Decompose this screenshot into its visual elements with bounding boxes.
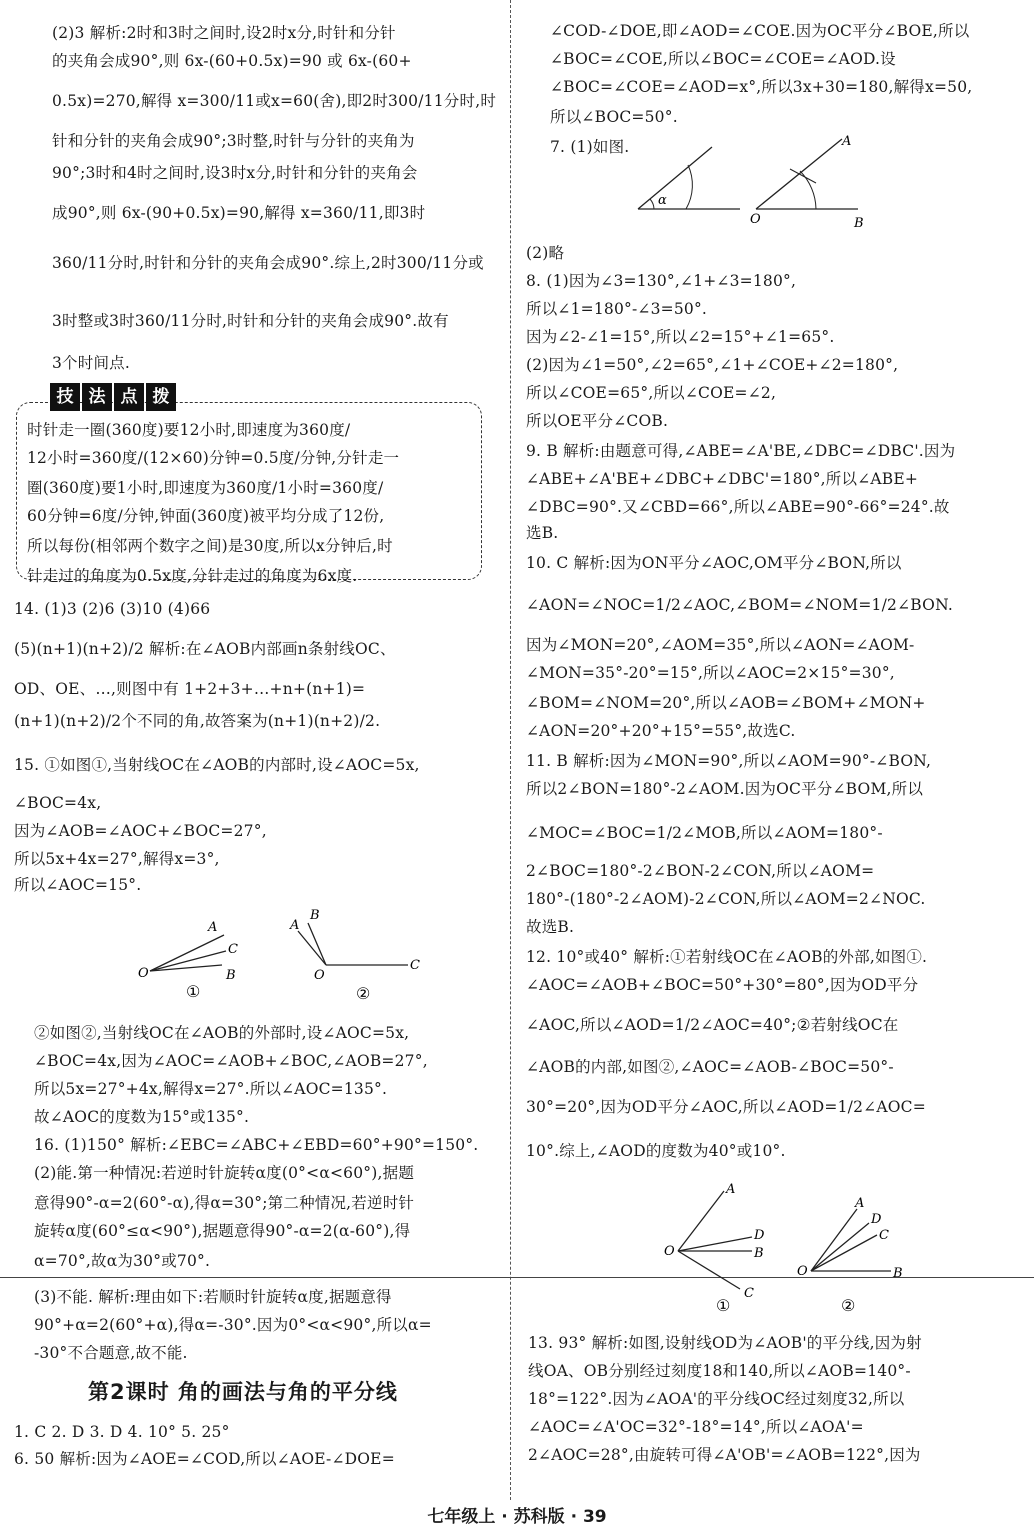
text-line: 9. B 解析:由题意可得,∠ABE=∠A'BE,∠DBC=∠DBC'.因为 bbox=[526, 442, 956, 460]
text-line: 时针走一圈(360度)要12小时,即速度为360度/ bbox=[27, 421, 351, 439]
text-line: 90°+α=2(60°+α),得α=-30°.因为0°<α<90°,所以α= bbox=[34, 1316, 432, 1334]
text-line: 圈(360度)要1小时,即速度为360度/1小时=360度/ bbox=[27, 479, 384, 497]
text-line: α=70°,故α为30°或70°. bbox=[34, 1252, 211, 1270]
text-line: ∠BOC=4x, bbox=[14, 794, 102, 812]
text-line: ∠ABE+∠A'BE+∠DBC+∠DBC'=180°,所以∠ABE+ bbox=[526, 470, 919, 488]
fig12-2-number: ② bbox=[841, 1296, 856, 1315]
text-line: 90°;3时和4时之间时,设3时x分,时针和分针的夹角会 bbox=[52, 164, 418, 182]
fig15-1-label-b: B bbox=[226, 968, 236, 983]
text-line: ∠AON=∠NOC=1/2∠AOC,∠BOM=∠NOM=1/2∠BON. bbox=[526, 596, 953, 614]
text-line: OD、OE、…,则图中有 1+2+3+…+n+(n+1)= bbox=[14, 680, 366, 698]
text-line: 的夹角会成90°,则 6x-(60+0.5x)=90 或 6x-(60+ bbox=[52, 52, 412, 70]
text-line: 12小时=360度/(12×60)分钟=0.5度/分钟,分针走一 bbox=[27, 449, 400, 467]
text-line: 因为∠AOB=∠AOC+∠BOC=27°, bbox=[14, 822, 267, 840]
fig15-1-label-c: C bbox=[228, 942, 238, 957]
fig12-2-label-c: C bbox=[879, 1228, 889, 1243]
text-line: (3)不能. 解析:理由如下:若顺时针旋转α度,据题意得 bbox=[34, 1288, 392, 1306]
text-line: 所以∠BOC=50°. bbox=[550, 108, 678, 126]
text-line: 所以∠COE=65°,所以∠COE=∠2, bbox=[526, 384, 777, 402]
text-line: 10°.综上,∠AOD的度数为40°或10°. bbox=[526, 1142, 786, 1160]
text-line: (2)因为∠1=50°,∠2=65°,∠1+∠COE+∠2=180°, bbox=[526, 356, 899, 374]
fig12-2-label-o: O bbox=[797, 1264, 808, 1279]
figure-12-2 bbox=[795, 1195, 925, 1315]
text-line: 3个时间点. bbox=[52, 354, 130, 372]
text-line: 14. (1)3 (2)6 (3)10 (4)66 bbox=[14, 600, 211, 618]
text-line: 8. (1)因为∠3=130°,∠1+∠3=180°, bbox=[526, 272, 797, 290]
text-line: 所以2∠BON=180°-2∠AOM.因为OC平分∠BOM,所以 bbox=[526, 780, 924, 798]
text-line: -30°不合题意,故不能. bbox=[34, 1344, 188, 1362]
figure-7 bbox=[630, 133, 880, 233]
text-line: 16. (1)150° 解析:∠EBC=∠ABC+∠EBD=60°+90°=150°. bbox=[34, 1136, 479, 1154]
page-number: 39 bbox=[582, 1507, 607, 1527]
text-line: ∠AON=20°+20°+15°=55°,故选C. bbox=[526, 722, 796, 740]
fig12-2-label-b: B bbox=[893, 1266, 903, 1281]
fig15-2-label-b: B bbox=[310, 908, 320, 923]
text-line: ∠AOC=∠AOB+∠BOC=50°+30°=80°,因为OD平分 bbox=[526, 976, 919, 994]
text-line: ∠COD-∠DOE,即∠AOD=∠COE.因为OC平分∠BOE,所以 bbox=[550, 22, 970, 40]
footer-grade: 七年级上 · 苏科版 · bbox=[427, 1507, 583, 1527]
text-line: 针和分针的夹角会成90°;3时整,时针与分针的夹角为 bbox=[52, 132, 415, 150]
tip-title-char: 拨 bbox=[146, 383, 176, 411]
text-line: 意得90°-α=2(60°-α),得α=30°;第二种情况,若逆时针 bbox=[34, 1194, 415, 1212]
figure-15-2 bbox=[280, 905, 430, 1005]
fig15-1-label-a: A bbox=[208, 920, 218, 935]
text-line: 所以∠1=180°-∠3=50°. bbox=[526, 300, 708, 318]
text-line: 0.5x)=270,解得 x=300/11或x=60(舍),即2时300/11分时,时 bbox=[52, 92, 497, 110]
fig12-1-label-b: B bbox=[754, 1246, 764, 1261]
text-line: 故选B. bbox=[526, 918, 575, 936]
text-line: 所以OE平分∠COB. bbox=[526, 412, 669, 430]
text-line: 针走过的角度为0.5x度,分针走过的角度为6x度. bbox=[27, 567, 358, 585]
tip-title bbox=[50, 383, 176, 411]
text-line: ∠BOM=∠NOM=20°,所以∠AOB=∠BOM+∠MON+ bbox=[526, 694, 926, 712]
fig12-2-label-d: D bbox=[871, 1212, 882, 1227]
text-line: (5)(n+1)(n+2)/2 解析:在∠AOB内部画n条射线OC、 bbox=[14, 640, 396, 658]
text-line: 60分钟=6度/分钟,钟面(360度)被平均分成了12份, bbox=[27, 507, 385, 525]
text-line: ②如图②,当射线OC在∠AOB的外部时,设∠AOC=5x, bbox=[34, 1024, 410, 1042]
text-line: 15. ①如图①,当射线OC在∠AOB的内部时,设∠AOC=5x, bbox=[14, 756, 420, 774]
text-line: 成90°,则 6x-(90+0.5x)=90,解得 x=360/11,即3时 bbox=[52, 204, 426, 222]
text-line: ∠AOC,所以∠AOD=1/2∠AOC=40°;②若射线OC在 bbox=[526, 1016, 899, 1034]
text-line: ∠DBC=90°.又∠CBD=66°,所以∠ABE=90°-66°=24°.故 bbox=[526, 498, 950, 516]
text-line: ∠AOB的内部,如图②,∠AOC=∠AOB-∠BOC=50°- bbox=[526, 1058, 894, 1076]
text-line: (n+1)(n+2)/2个不同的角,故答案为(n+1)(n+2)/2. bbox=[14, 712, 381, 730]
page-footer bbox=[0, 1502, 1034, 1527]
figure-12-1 bbox=[660, 1175, 780, 1315]
tip-title-char: 技 bbox=[50, 383, 80, 411]
text-line: 所以5x=27°+4x,解得x=27°.所以∠AOC=135°. bbox=[34, 1080, 388, 1098]
text-line: 所以5x+4x=27°,解得x=3°, bbox=[14, 850, 220, 868]
text-line: 1. C 2. D 3. D 4. 10° 5. 25° bbox=[14, 1423, 230, 1441]
text-line: 2∠BOC=180°-2∠BON-2∠CON,所以∠AOM= bbox=[526, 862, 875, 880]
fig12-1-label-o: O bbox=[664, 1244, 675, 1259]
fig7-label-a: A bbox=[842, 134, 852, 149]
fig12-1-label-c: C bbox=[744, 1286, 754, 1301]
fig15-2-label-o: O bbox=[314, 968, 325, 983]
text-line: 3时整或3时360/11分时,时针和分针的夹角会成90°.故有 bbox=[52, 312, 449, 330]
tip-box bbox=[16, 402, 482, 585]
text-line: 7. (1)如图. bbox=[550, 138, 630, 156]
fig15-1-number: ① bbox=[186, 982, 201, 1001]
text-line: 13. 93° 解析:如图,设射线OD为∠AOB'的平分线,因为射 bbox=[528, 1334, 922, 1352]
text-line: ∠MOC=∠BOC=1/2∠MOB,所以∠AOM=180°- bbox=[526, 824, 883, 842]
text-line: (2)能.第一种情况:若逆时针旋转α度(0°<α<60°),据题 bbox=[34, 1164, 415, 1182]
fig7-label-alpha: α bbox=[658, 193, 667, 208]
tip-title-char: 法 bbox=[82, 383, 112, 411]
text-line: 故∠AOC的度数为15°或135°. bbox=[34, 1108, 250, 1126]
fig15-1-label-o: O bbox=[138, 966, 149, 981]
text-line: 因为∠MON=20°,∠AOM=35°,所以∠AON=∠AOM- bbox=[526, 636, 915, 654]
lesson-title: 第2课时 角的画法与角的平分线 bbox=[88, 1380, 398, 1404]
text-line: 2∠AOC=28°,由旋转可得∠A'OB'=∠AOB=122°,因为 bbox=[528, 1446, 921, 1464]
tip-title-char: 点 bbox=[114, 383, 144, 411]
text-line: 旋转α度(60°≤α<90°),据题意得90°-α=2(α-60°),得 bbox=[34, 1222, 411, 1240]
fig12-2-label-a: A bbox=[855, 1196, 865, 1211]
fig12-1-label-d: D bbox=[754, 1228, 765, 1243]
text-line: 180°-(180°-2∠AOM)-2∠CON,所以∠AOM=2∠NOC. bbox=[526, 890, 926, 908]
text-line: ∠BOC=∠COE=∠AOD=x°,所以3x+30=180,解得x=50, bbox=[550, 78, 973, 96]
text-line: 12. 10°或40° 解析:①若射线OC在∠AOB的外部,如图①. bbox=[526, 948, 928, 966]
text-line: 6. 50 解析:因为∠AOE=∠COD,所以∠AOE-∠DOE= bbox=[14, 1450, 395, 1468]
text-line: ∠AOC=∠A'OC=32°-18°=14°,所以∠AOA'= bbox=[528, 1418, 864, 1436]
text-line: 11. B 解析:因为∠MON=90°,所以∠AOM=90°-∠BON, bbox=[526, 752, 932, 770]
text-line: 10. C 解析:因为ON平分∠AOC,OM平分∠BON,所以 bbox=[526, 554, 902, 572]
text-line: 所以∠AOC=15°. bbox=[14, 876, 142, 894]
text-line: 360/11分时,时针和分针的夹角会成90°.综上,2时300/11分或 bbox=[52, 254, 484, 272]
text-line: 选B. bbox=[526, 524, 559, 542]
text-line: ∠BOC=4x,因为∠AOC=∠AOB+∠BOC,∠AOB=27°, bbox=[34, 1052, 428, 1070]
fig15-2-label-a: A bbox=[290, 918, 300, 933]
text-line: 因为∠2-∠1=15°,所以∠2=15°+∠1=65°. bbox=[526, 328, 835, 346]
text-line: 所以每份(相邻两个数字之间)是30度,所以x分钟后,时 bbox=[27, 537, 393, 555]
text-line: ∠MON=35°-20°=15°,所以∠AOC=2×15°=30°, bbox=[526, 664, 895, 682]
figure-15-1 bbox=[130, 915, 260, 1005]
text-line: (2)略 bbox=[526, 244, 565, 262]
text-line: 30°=20°,因为OD平分∠AOC,所以∠AOD=1/2∠AOC= bbox=[526, 1098, 926, 1116]
fig15-2-number: ② bbox=[356, 984, 371, 1003]
column-divider bbox=[510, 0, 511, 1500]
text-line: 线OA、OB分别经过刻度18和140,所以∠AOB=140°- bbox=[528, 1362, 911, 1380]
fig12-1-label-a: A bbox=[726, 1182, 736, 1197]
text-line: ∠BOC=∠COE,所以∠BOC=∠COE=∠AOD.设 bbox=[550, 50, 896, 68]
text-line: 18°=122°.因为∠AOA'的平分线OC经过刻度32,所以 bbox=[528, 1390, 905, 1408]
fig7-label-b: B bbox=[854, 216, 864, 231]
fig12-1-number: ① bbox=[716, 1296, 731, 1315]
fig15-2-label-c: C bbox=[410, 958, 420, 973]
fig7-label-o: O bbox=[750, 212, 761, 227]
text-line: (2)3 解析:2时和3时之间时,设2时x分,时针和分针 bbox=[52, 24, 396, 42]
